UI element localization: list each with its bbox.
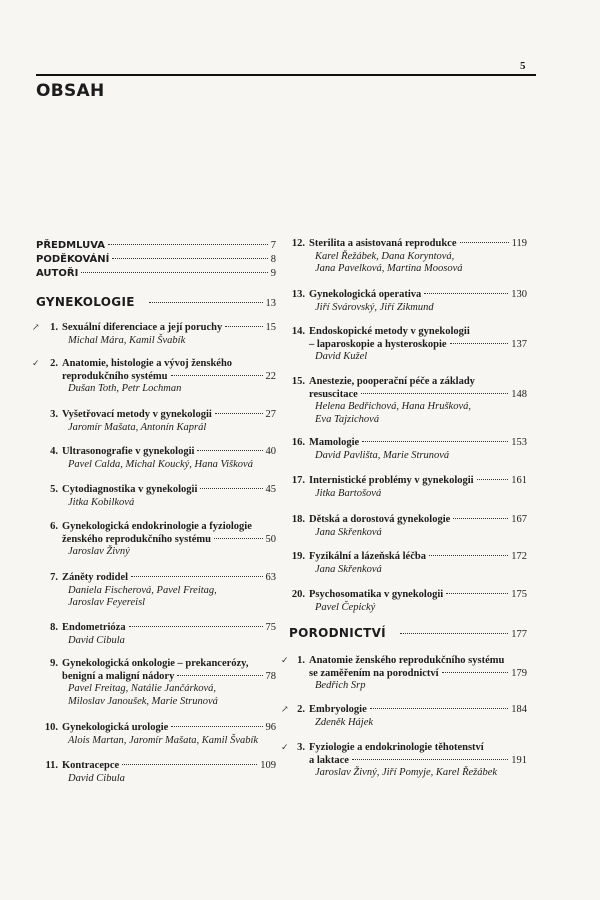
- front-matter-item: [36, 240, 276, 254]
- page-ref: 8: [270, 254, 276, 265]
- chapter-authors: Jitka Kobilková: [68, 496, 135, 508]
- chapter-title: Anatomie, histologie a vývoj ženského: [62, 358, 233, 369]
- chapter-number: 19.: [291, 551, 305, 562]
- entry-title-line: [289, 551, 527, 564]
- chapter-authors: Jaroslav Živný: [68, 546, 130, 557]
- dot-leader: [460, 241, 509, 243]
- chapter-title: Sexuální diferenciace a její poruchy: [62, 322, 223, 333]
- chapter-title: Psychosomatika v gynekologii: [309, 589, 444, 600]
- toc-entry: [281, 704, 527, 729]
- toc-entry: [289, 238, 527, 276]
- toc-entry: [42, 722, 276, 747]
- chapter-title: resuscitace: [309, 388, 358, 400]
- toc-entry: [289, 326, 527, 364]
- chapter-title: Gynekologická operativa: [309, 289, 422, 300]
- entry-title-line: [289, 704, 527, 717]
- section-title: GYNEKOLOGIE: [36, 295, 135, 309]
- chapter-authors: Eva Tajzichová: [315, 413, 380, 425]
- entry-title-line: [289, 475, 527, 488]
- chapter-authors: Jana Pavelková, Martina Moosová: [315, 263, 463, 274]
- chapter-number: 1.: [297, 655, 305, 666]
- page-ref: 22: [265, 370, 276, 382]
- chapter-authors: Dušan Toth, Petr Lochman: [68, 383, 182, 394]
- section-line: [289, 627, 527, 642]
- page-ref: 167: [511, 514, 527, 525]
- page-ref: 175: [511, 589, 527, 600]
- section-heading: [289, 627, 527, 643]
- toc-entry: [281, 655, 527, 693]
- page-ref: 179: [511, 667, 527, 679]
- entry-title-line: [289, 437, 527, 450]
- dot-leader: [424, 292, 508, 294]
- dot-leader: [215, 412, 263, 414]
- chapter-authors: Jitka Bartošová: [315, 487, 382, 499]
- chapter-title: Anatomie ženského reprodukčního systému: [309, 655, 505, 666]
- chapter-number: 18.: [291, 514, 305, 525]
- chapter-authors: Jaroslav Živný, Jiří Pomyje, Karel Řežábek: [315, 767, 498, 778]
- chapter-number: 17.: [291, 475, 305, 486]
- page-ref: 148: [511, 388, 527, 400]
- section-title: PORODNICTVÍ: [289, 626, 386, 640]
- chapter-title: Mamologie: [309, 437, 360, 448]
- toc-entry: [289, 551, 527, 576]
- annotation-mark: ✓: [281, 742, 289, 752]
- page-ref: 137: [511, 338, 527, 350]
- entry-title-line: [289, 326, 527, 339]
- dot-leader: [112, 257, 267, 259]
- top-rule: [36, 74, 536, 76]
- chapter-number: 8.: [50, 622, 58, 633]
- entry-title-line: [42, 760, 276, 773]
- chapter-title: Anestezie, pooperační péče a základy: [309, 376, 475, 387]
- page-number: 5: [520, 60, 526, 72]
- page-ref: 109: [260, 760, 276, 771]
- chapter-authors: Miloslav Janoušek, Marie Strunová: [68, 695, 218, 707]
- chapter-authors: Jana Skřenková: [315, 526, 382, 538]
- chapter-authors: Alois Martan, Jaromír Mašata, Kamil Švabík: [68, 734, 259, 746]
- chapter-authors: Michal Mára, Kamil Švabík: [68, 334, 186, 346]
- dot-leader: [442, 671, 509, 673]
- dot-leader: [171, 374, 263, 376]
- chapter-title: Embryologie: [309, 704, 367, 715]
- page-ref: 191: [511, 754, 527, 766]
- chapter-number: 1.: [50, 322, 58, 333]
- entry-title-line: [289, 339, 527, 352]
- page-ref: 50: [265, 533, 276, 545]
- chapter-number: 15.: [291, 376, 305, 387]
- page-ref: 119: [511, 238, 527, 249]
- chapter-number: 6.: [50, 521, 58, 532]
- section-line: [36, 296, 276, 311]
- chapter-authors: Daniela Fischerová, Pavel Freitag,: [68, 584, 217, 596]
- toc-entry: [289, 437, 527, 462]
- dot-leader: [362, 440, 508, 442]
- dot-leader: [453, 517, 508, 519]
- dot-leader: [225, 325, 262, 327]
- entry-title-line: [289, 755, 527, 768]
- toc-entry: [42, 409, 276, 434]
- toc-entry: [42, 658, 276, 708]
- entry-title-line: [289, 289, 527, 302]
- page-ref: 75: [265, 622, 276, 633]
- chapter-number: 4.: [50, 446, 58, 457]
- front-line: [36, 240, 276, 253]
- dot-leader: [177, 674, 262, 676]
- chapter-number: 5.: [50, 484, 58, 495]
- chapter-title: Dětská a dorostová gynekologie: [309, 514, 451, 525]
- annotation-mark: ✓: [32, 358, 40, 368]
- chapter-title: Cytodiagnostika v gynekologii: [62, 484, 198, 495]
- chapter-title: reprodukčního systému: [62, 370, 168, 382]
- dot-leader: [171, 725, 262, 727]
- page-ref: 27: [265, 409, 276, 420]
- entry-title-line: [289, 589, 527, 602]
- entry-title-line: [42, 322, 276, 335]
- chapter-authors: David Cibula: [68, 634, 125, 646]
- toc-entry: [32, 358, 276, 396]
- chapter-authors: Pavel Čepický: [315, 601, 376, 613]
- chapter-authors: David Cibula: [68, 772, 125, 784]
- annotation-mark: ↗: [32, 322, 40, 332]
- contents-heading: OBSAH: [36, 81, 105, 101]
- dot-leader: [429, 554, 508, 556]
- chapter-authors: Helena Bedřichová, Hana Hrušková,: [315, 401, 472, 412]
- entry-title-line: [42, 671, 276, 684]
- toc-entry: [42, 760, 276, 785]
- entry-title-line: [42, 358, 276, 371]
- entry-title-line: [42, 572, 276, 585]
- page-ref: 161: [511, 475, 527, 486]
- chapter-title: Internistické problémy v gynekologii: [309, 475, 474, 486]
- dot-leader: [214, 537, 263, 539]
- entry-title-line: [289, 389, 527, 402]
- section-heading: [36, 296, 276, 312]
- toc-entry: [32, 322, 276, 347]
- dot-leader: [149, 301, 263, 303]
- front-title: PŘEDMLUVA: [36, 240, 106, 251]
- page-ref: 45: [265, 484, 276, 495]
- chapter-title: Gynekologická endokrinologie a fyziologie: [62, 521, 252, 532]
- chapter-title: Ultrasonografie v gynekologii: [62, 446, 195, 457]
- page-ref: 184: [511, 704, 527, 715]
- chapter-number: 16.: [291, 437, 305, 448]
- toc-entry: [289, 289, 527, 314]
- chapter-title: – laparoskopie a hysteroskopie: [309, 338, 447, 350]
- chapter-title: Endoskopické metody v gynekologii: [309, 326, 470, 337]
- dot-leader: [131, 575, 262, 577]
- entry-title-line: [289, 376, 527, 389]
- chapter-authors: David Kužel: [315, 351, 368, 362]
- chapter-authors: Jiří Svárovský, Jiří Zikmund: [315, 301, 434, 313]
- entry-title-line: [289, 514, 527, 527]
- toc-entry: [42, 572, 276, 610]
- page-ref: 172: [511, 551, 527, 562]
- page-ref: 63: [265, 572, 276, 583]
- dot-leader: [450, 342, 509, 344]
- front-line: [36, 268, 276, 281]
- page-ref: 40: [265, 446, 276, 457]
- front-title: AUTOŘI: [36, 268, 79, 279]
- dot-leader: [197, 449, 262, 451]
- dot-leader: [108, 243, 268, 245]
- entry-title-line: [289, 655, 527, 668]
- entry-title-line: [289, 668, 527, 681]
- page-ref: 153: [511, 437, 527, 448]
- chapter-title: Endometrióza: [62, 622, 126, 633]
- front-matter-item: [36, 268, 276, 282]
- entry-title-line: [42, 521, 276, 534]
- chapter-number: 3.: [50, 409, 58, 420]
- chapter-number: 10.: [44, 722, 58, 733]
- dot-leader: [200, 487, 262, 489]
- chapter-title: benigní a maligní nádory: [62, 670, 175, 682]
- chapter-title: Sterilita a asistovaná reprodukce: [309, 238, 457, 249]
- front-line: [36, 254, 276, 267]
- chapter-title: Gynekologická onkologie – prekancerózy,: [62, 658, 249, 669]
- chapter-title: Gynekologická urologie: [62, 722, 169, 733]
- dot-leader: [370, 707, 509, 709]
- chapter-authors: David Pavlišta, Marie Strunová: [315, 449, 450, 461]
- chapter-authors: Jana Skřenková: [315, 563, 382, 575]
- entry-title-line: [289, 238, 527, 251]
- chapter-authors: Jaromír Mašata, Antonín Kaprál: [68, 421, 207, 433]
- dot-leader: [477, 478, 509, 480]
- chapter-number: 2.: [297, 704, 305, 715]
- entry-title-line: [42, 371, 276, 384]
- chapter-number: 9.: [50, 658, 58, 669]
- page-ref: 78: [265, 670, 276, 682]
- chapter-title: ženského reprodukčního systému: [62, 533, 211, 545]
- chapter-number: 20.: [291, 589, 305, 600]
- dot-leader: [81, 271, 267, 273]
- chapter-title: Záněty rodidel: [62, 572, 129, 583]
- dot-leader: [400, 632, 508, 634]
- page-ref: 96: [265, 722, 276, 733]
- chapter-number: 13.: [291, 289, 305, 300]
- page-ref: 9: [270, 268, 276, 279]
- chapter-number: 3.: [297, 742, 305, 753]
- entry-title-line: [42, 722, 276, 735]
- dot-leader: [446, 592, 508, 594]
- chapter-authors: Pavel Calda, Michal Koucký, Hana Višková: [68, 458, 253, 470]
- front-matter-item: [36, 254, 276, 268]
- chapter-authors: Karel Řežábek, Dana Koryntová,: [315, 250, 455, 262]
- chapter-number: 11.: [45, 760, 58, 771]
- chapter-title: Fyziologie a endokrinologie těhotenství: [309, 742, 484, 753]
- toc-entry: [289, 514, 527, 539]
- chapter-authors: Pavel Freitag, Natálie Jančárková,: [68, 683, 217, 694]
- annotation-mark: ✓: [281, 655, 289, 665]
- entry-title-line: [42, 409, 276, 422]
- page-ref: 15: [265, 322, 276, 333]
- toc-entry: [289, 376, 527, 426]
- page-ref: 177: [511, 629, 527, 640]
- chapter-title: Kontracepce: [62, 760, 120, 771]
- entry-title-line: [42, 446, 276, 459]
- dot-leader: [361, 392, 508, 394]
- chapter-title: Fyzikální a lázeňská léčba: [309, 551, 426, 562]
- chapter-authors: Zdeněk Hájek: [315, 716, 374, 728]
- toc-entry: [289, 589, 527, 614]
- page-ref: 7: [270, 240, 276, 251]
- chapter-authors: Jaroslav Feyereisl: [68, 597, 146, 608]
- chapter-number: 12.: [291, 238, 305, 249]
- toc-entry: [289, 475, 527, 500]
- toc-entry: [42, 446, 276, 471]
- toc-entry: [42, 521, 276, 559]
- chapter-title: a laktace: [309, 754, 349, 766]
- entry-title-line: [42, 534, 276, 547]
- annotation-mark: ↗: [281, 704, 289, 714]
- dot-leader: [122, 763, 257, 765]
- entry-title-line: [42, 484, 276, 497]
- chapter-title: Vyšetřovací metody v gynekologii: [62, 409, 212, 420]
- entry-title-line: [42, 622, 276, 635]
- dot-leader: [352, 758, 508, 760]
- front-title: PODĚKOVÁNÍ: [36, 254, 110, 265]
- entry-title-line: [42, 658, 276, 671]
- chapter-title: se zaměřením na porodnictví: [309, 667, 439, 679]
- toc-entry: [281, 742, 527, 780]
- toc-entry: [42, 484, 276, 509]
- dot-leader: [129, 625, 263, 627]
- chapter-number: 2.: [50, 358, 58, 369]
- toc-entry: [42, 622, 276, 647]
- page-ref: 13: [265, 298, 276, 309]
- entry-title-line: [289, 742, 527, 755]
- chapter-authors: Bedřich Srp: [315, 680, 366, 691]
- chapter-number: 14.: [291, 326, 305, 337]
- chapter-number: 7.: [50, 572, 58, 583]
- page-ref: 130: [511, 289, 527, 300]
